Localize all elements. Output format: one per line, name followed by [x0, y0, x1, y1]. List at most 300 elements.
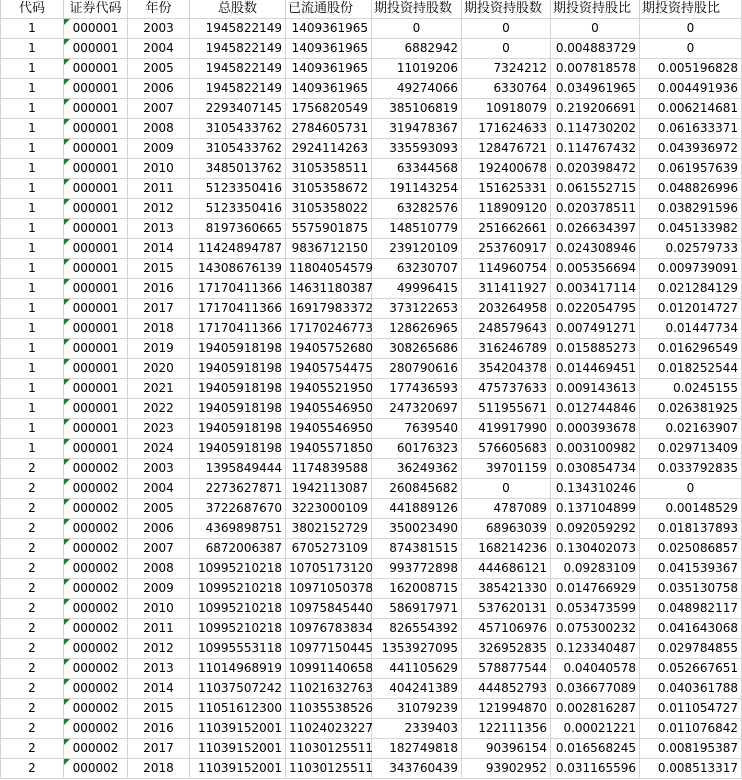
- holding-shares-b-cell[interactable]: 6330764: [462, 79, 551, 99]
- security-code-cell[interactable]: 000001: [64, 339, 128, 359]
- holding-ratio-a-cell[interactable]: 0: [551, 19, 640, 39]
- group-cell[interactable]: 2: [1, 579, 64, 599]
- holding-ratio-b-cell[interactable]: 0.035130758: [640, 579, 742, 599]
- holding-shares-b-cell[interactable]: 168214236: [462, 539, 551, 559]
- holding-shares-a-cell[interactable]: 441105629: [372, 659, 462, 679]
- holding-shares-a-cell[interactable]: 0: [372, 19, 462, 39]
- year-cell[interactable]: 2023: [128, 419, 190, 439]
- float-shares-cell[interactable]: 19405754475: [286, 359, 372, 379]
- year-cell[interactable]: 2015: [128, 699, 190, 719]
- group-cell[interactable]: 2: [1, 699, 64, 719]
- year-cell[interactable]: 2011: [128, 179, 190, 199]
- float-shares-cell[interactable]: 10705173120: [286, 559, 372, 579]
- float-shares-cell[interactable]: 19405571850: [286, 439, 372, 459]
- security-code-cell[interactable]: 000001: [64, 279, 128, 299]
- header-cell[interactable]: 已流通股份: [286, 0, 372, 19]
- group-cell[interactable]: 2: [1, 639, 64, 659]
- group-cell[interactable]: 1: [1, 339, 64, 359]
- float-shares-cell[interactable]: 1942113087: [286, 479, 372, 499]
- float-shares-cell[interactable]: 1409361965: [286, 79, 372, 99]
- year-cell[interactable]: 2016: [128, 719, 190, 739]
- header-cell[interactable]: 期投资持股比: [551, 0, 640, 19]
- holding-shares-a-cell[interactable]: 148510779: [372, 219, 462, 239]
- holding-ratio-a-cell[interactable]: 0.015885273: [551, 339, 640, 359]
- holding-ratio-b-cell[interactable]: 0.02163907: [640, 419, 742, 439]
- security-code-cell[interactable]: 000001: [64, 139, 128, 159]
- security-code-cell[interactable]: 000001: [64, 439, 128, 459]
- group-cell[interactable]: 1: [1, 439, 64, 459]
- holding-ratio-a-cell[interactable]: 0.114767432: [551, 139, 640, 159]
- group-cell[interactable]: 1: [1, 219, 64, 239]
- group-cell[interactable]: 2: [1, 519, 64, 539]
- total-shares-cell[interactable]: 1945822149: [190, 19, 286, 39]
- holding-shares-a-cell[interactable]: 182749818: [372, 739, 462, 759]
- year-cell[interactable]: 2012: [128, 639, 190, 659]
- float-shares-cell[interactable]: 11030125511: [286, 759, 372, 779]
- holding-ratio-b-cell[interactable]: 0.008513317: [640, 759, 742, 779]
- holding-shares-b-cell[interactable]: 203264958: [462, 299, 551, 319]
- year-cell[interactable]: 2006: [128, 519, 190, 539]
- float-shares-cell[interactable]: 11021632763: [286, 679, 372, 699]
- holding-shares-b-cell[interactable]: 511955671: [462, 399, 551, 419]
- holding-ratio-b-cell[interactable]: 0.0245155: [640, 379, 742, 399]
- security-code-cell[interactable]: 000001: [64, 399, 128, 419]
- holding-ratio-b-cell[interactable]: 0.006214681: [640, 99, 742, 119]
- security-code-cell[interactable]: 000002: [64, 699, 128, 719]
- security-code-cell[interactable]: 000002: [64, 479, 128, 499]
- holding-shares-a-cell[interactable]: 260845682: [372, 479, 462, 499]
- total-shares-cell[interactable]: 10995210218: [190, 559, 286, 579]
- total-shares-cell[interactable]: 10995553118: [190, 639, 286, 659]
- holding-ratio-a-cell[interactable]: 0.007818578: [551, 59, 640, 79]
- holding-shares-b-cell[interactable]: 385421330: [462, 579, 551, 599]
- holding-ratio-a-cell[interactable]: 0.061552715: [551, 179, 640, 199]
- year-cell[interactable]: 2008: [128, 559, 190, 579]
- float-shares-cell[interactable]: 1409361965: [286, 59, 372, 79]
- security-code-cell[interactable]: 000002: [64, 459, 128, 479]
- group-cell[interactable]: 1: [1, 19, 64, 39]
- float-shares-cell[interactable]: 2784605731: [286, 119, 372, 139]
- holding-shares-a-cell[interactable]: 1353927095: [372, 639, 462, 659]
- holding-shares-a-cell[interactable]: 63282576: [372, 199, 462, 219]
- holding-shares-b-cell[interactable]: 311411927: [462, 279, 551, 299]
- group-cell[interactable]: 1: [1, 419, 64, 439]
- group-cell[interactable]: 1: [1, 279, 64, 299]
- float-shares-cell[interactable]: 3105358672: [286, 179, 372, 199]
- float-shares-cell[interactable]: 1174839588: [286, 459, 372, 479]
- holding-ratio-b-cell[interactable]: 0.01447734: [640, 319, 742, 339]
- holding-ratio-b-cell[interactable]: 0: [640, 19, 742, 39]
- security-code-cell[interactable]: 000002: [64, 579, 128, 599]
- holding-ratio-a-cell[interactable]: 0.014766929: [551, 579, 640, 599]
- holding-ratio-b-cell[interactable]: 0.038291596: [640, 199, 742, 219]
- holding-shares-a-cell[interactable]: 162008715: [372, 579, 462, 599]
- year-cell[interactable]: 2024: [128, 439, 190, 459]
- year-cell[interactable]: 2020: [128, 359, 190, 379]
- group-cell[interactable]: 2: [1, 719, 64, 739]
- total-shares-cell[interactable]: 11014968919: [190, 659, 286, 679]
- holding-shares-a-cell[interactable]: 31079239: [372, 699, 462, 719]
- year-cell[interactable]: 2008: [128, 119, 190, 139]
- year-cell[interactable]: 2022: [128, 399, 190, 419]
- holding-shares-b-cell[interactable]: 7324212: [462, 59, 551, 79]
- holding-ratio-b-cell[interactable]: 0.061633371: [640, 119, 742, 139]
- group-cell[interactable]: 2: [1, 459, 64, 479]
- year-cell[interactable]: 2017: [128, 739, 190, 759]
- holding-shares-b-cell[interactable]: 576605683: [462, 439, 551, 459]
- total-shares-cell[interactable]: 5123350416: [190, 179, 286, 199]
- security-code-cell[interactable]: 000002: [64, 679, 128, 699]
- security-code-cell[interactable]: 000001: [64, 119, 128, 139]
- holding-ratio-b-cell[interactable]: 0.061957639: [640, 159, 742, 179]
- holding-shares-a-cell[interactable]: 11019206: [372, 59, 462, 79]
- holding-ratio-b-cell[interactable]: 0.041643068: [640, 619, 742, 639]
- holding-shares-b-cell[interactable]: 90396154: [462, 739, 551, 759]
- total-shares-cell[interactable]: 2293407145: [190, 99, 286, 119]
- holding-ratio-a-cell[interactable]: 0.137104899: [551, 499, 640, 519]
- security-code-cell[interactable]: 000001: [64, 19, 128, 39]
- total-shares-cell[interactable]: 19405918198: [190, 439, 286, 459]
- holding-shares-a-cell[interactable]: 128626965: [372, 319, 462, 339]
- group-cell[interactable]: 2: [1, 559, 64, 579]
- holding-shares-a-cell[interactable]: 586917971: [372, 599, 462, 619]
- holding-shares-a-cell[interactable]: 826554392: [372, 619, 462, 639]
- holding-shares-b-cell[interactable]: 121994870: [462, 699, 551, 719]
- security-code-cell[interactable]: 000001: [64, 319, 128, 339]
- holding-ratio-a-cell[interactable]: 0.022054795: [551, 299, 640, 319]
- holding-shares-b-cell[interactable]: 0: [462, 39, 551, 59]
- holding-shares-b-cell[interactable]: 457106976: [462, 619, 551, 639]
- total-shares-cell[interactable]: 19405918198: [190, 379, 286, 399]
- group-cell[interactable]: 1: [1, 139, 64, 159]
- holding-shares-b-cell[interactable]: 118909120: [462, 199, 551, 219]
- total-shares-cell[interactable]: 1945822149: [190, 39, 286, 59]
- header-cell[interactable]: 期投资持股数: [462, 0, 551, 19]
- year-cell[interactable]: 2004: [128, 479, 190, 499]
- total-shares-cell[interactable]: 8197360665: [190, 219, 286, 239]
- group-cell[interactable]: 1: [1, 159, 64, 179]
- year-cell[interactable]: 2005: [128, 59, 190, 79]
- holding-ratio-a-cell[interactable]: 0.053473599: [551, 599, 640, 619]
- year-cell[interactable]: 2013: [128, 219, 190, 239]
- holding-ratio-b-cell[interactable]: 0.033792835: [640, 459, 742, 479]
- holding-shares-a-cell[interactable]: 49996415: [372, 279, 462, 299]
- total-shares-cell[interactable]: 14308676139: [190, 259, 286, 279]
- holding-ratio-b-cell[interactable]: 0.02579733: [640, 239, 742, 259]
- header-cell[interactable]: 年份: [128, 0, 190, 19]
- holding-shares-b-cell[interactable]: 251662661: [462, 219, 551, 239]
- header-cell[interactable]: 总股数: [190, 0, 286, 19]
- holding-shares-b-cell[interactable]: 122111356: [462, 719, 551, 739]
- total-shares-cell[interactable]: 11039152001: [190, 739, 286, 759]
- year-cell[interactable]: 2010: [128, 599, 190, 619]
- total-shares-cell[interactable]: 3105433762: [190, 139, 286, 159]
- float-shares-cell[interactable]: 9836712150: [286, 239, 372, 259]
- holding-ratio-a-cell[interactable]: 0.026634397: [551, 219, 640, 239]
- holding-shares-a-cell[interactable]: 373122653: [372, 299, 462, 319]
- total-shares-cell[interactable]: 10995210218: [190, 579, 286, 599]
- holding-ratio-b-cell[interactable]: 0.029713409: [640, 439, 742, 459]
- holding-ratio-b-cell[interactable]: 0.004491936: [640, 79, 742, 99]
- float-shares-cell[interactable]: 19405752680: [286, 339, 372, 359]
- holding-ratio-a-cell[interactable]: 0.004883729: [551, 39, 640, 59]
- holding-shares-a-cell[interactable]: 49274066: [372, 79, 462, 99]
- holding-ratio-b-cell[interactable]: 0.029784855: [640, 639, 742, 659]
- holding-ratio-a-cell[interactable]: 0.000393678: [551, 419, 640, 439]
- group-cell[interactable]: 1: [1, 359, 64, 379]
- holding-shares-a-cell[interactable]: 247320697: [372, 399, 462, 419]
- float-shares-cell[interactable]: 1409361965: [286, 39, 372, 59]
- total-shares-cell[interactable]: 19405918198: [190, 339, 286, 359]
- group-cell[interactable]: 1: [1, 319, 64, 339]
- holding-ratio-a-cell[interactable]: 0.219206691: [551, 99, 640, 119]
- holding-shares-a-cell[interactable]: 60176323: [372, 439, 462, 459]
- security-code-cell[interactable]: 000001: [64, 159, 128, 179]
- holding-shares-b-cell[interactable]: 475737633: [462, 379, 551, 399]
- year-cell[interactable]: 2016: [128, 279, 190, 299]
- total-shares-cell[interactable]: 1945822149: [190, 79, 286, 99]
- year-cell[interactable]: 2017: [128, 299, 190, 319]
- holding-ratio-a-cell[interactable]: 0.04040578: [551, 659, 640, 679]
- group-cell[interactable]: 1: [1, 179, 64, 199]
- holding-shares-b-cell[interactable]: 444852793: [462, 679, 551, 699]
- group-cell[interactable]: 1: [1, 399, 64, 419]
- security-code-cell[interactable]: 000001: [64, 299, 128, 319]
- security-code-cell[interactable]: 000002: [64, 519, 128, 539]
- holding-ratio-b-cell[interactable]: 0.025086857: [640, 539, 742, 559]
- security-code-cell[interactable]: 000001: [64, 199, 128, 219]
- float-shares-cell[interactable]: 10977150445: [286, 639, 372, 659]
- group-cell[interactable]: 2: [1, 599, 64, 619]
- holding-ratio-b-cell[interactable]: 0.011076842: [640, 719, 742, 739]
- float-shares-cell[interactable]: 14631180387: [286, 279, 372, 299]
- holding-ratio-b-cell[interactable]: 0.012014727: [640, 299, 742, 319]
- header-cell[interactable]: 期投资持股比: [640, 0, 742, 19]
- holding-ratio-b-cell[interactable]: 0.040361788: [640, 679, 742, 699]
- holding-shares-b-cell[interactable]: 316246789: [462, 339, 551, 359]
- holding-ratio-b-cell[interactable]: 0.011054727: [640, 699, 742, 719]
- holding-ratio-a-cell[interactable]: 0.003417114: [551, 279, 640, 299]
- total-shares-cell[interactable]: 19405918198: [190, 419, 286, 439]
- total-shares-cell[interactable]: 5123350416: [190, 199, 286, 219]
- holding-shares-b-cell[interactable]: 248579643: [462, 319, 551, 339]
- holding-ratio-a-cell[interactable]: 0.012744846: [551, 399, 640, 419]
- total-shares-cell[interactable]: 11424894787: [190, 239, 286, 259]
- group-cell[interactable]: 2: [1, 659, 64, 679]
- holding-shares-a-cell[interactable]: 385106819: [372, 99, 462, 119]
- holding-ratio-a-cell[interactable]: 0.020398472: [551, 159, 640, 179]
- holding-ratio-a-cell[interactable]: 0.024308946: [551, 239, 640, 259]
- float-shares-cell[interactable]: 10976783834: [286, 619, 372, 639]
- holding-ratio-a-cell[interactable]: 0.114730202: [551, 119, 640, 139]
- holding-shares-a-cell[interactable]: 993772898: [372, 559, 462, 579]
- group-cell[interactable]: 2: [1, 739, 64, 759]
- holding-shares-b-cell[interactable]: 537620131: [462, 599, 551, 619]
- group-cell[interactable]: 1: [1, 79, 64, 99]
- total-shares-cell[interactable]: 17170411366: [190, 319, 286, 339]
- year-cell[interactable]: 2005: [128, 499, 190, 519]
- holding-ratio-a-cell[interactable]: 0.036677089: [551, 679, 640, 699]
- holding-shares-a-cell[interactable]: 404241389: [372, 679, 462, 699]
- holding-ratio-a-cell[interactable]: 0.020378511: [551, 199, 640, 219]
- float-shares-cell[interactable]: 16917983372: [286, 299, 372, 319]
- holding-ratio-a-cell[interactable]: 0.002816287: [551, 699, 640, 719]
- year-cell[interactable]: 2003: [128, 19, 190, 39]
- holding-shares-b-cell[interactable]: 128476721: [462, 139, 551, 159]
- total-shares-cell[interactable]: 1945822149: [190, 59, 286, 79]
- group-cell[interactable]: 2: [1, 499, 64, 519]
- holding-shares-b-cell[interactable]: 171624633: [462, 119, 551, 139]
- holding-ratio-a-cell[interactable]: 0.007491271: [551, 319, 640, 339]
- holding-ratio-a-cell[interactable]: 0.031165596: [551, 759, 640, 779]
- total-shares-cell[interactable]: 3485013762: [190, 159, 286, 179]
- float-shares-cell[interactable]: 2924114263: [286, 139, 372, 159]
- group-cell[interactable]: 1: [1, 259, 64, 279]
- total-shares-cell[interactable]: 10995210218: [190, 599, 286, 619]
- group-cell[interactable]: 1: [1, 239, 64, 259]
- total-shares-cell[interactable]: 11039152001: [190, 719, 286, 739]
- security-code-cell[interactable]: 000002: [64, 719, 128, 739]
- holding-ratio-a-cell[interactable]: 0.016568245: [551, 739, 640, 759]
- holding-ratio-b-cell[interactable]: 0: [640, 479, 742, 499]
- total-shares-cell[interactable]: 11037507242: [190, 679, 286, 699]
- holding-ratio-a-cell[interactable]: 0.009143613: [551, 379, 640, 399]
- holding-ratio-b-cell[interactable]: 0.005196828: [640, 59, 742, 79]
- year-cell[interactable]: 2003: [128, 459, 190, 479]
- year-cell[interactable]: 2009: [128, 139, 190, 159]
- float-shares-cell[interactable]: 11030125511: [286, 739, 372, 759]
- float-shares-cell[interactable]: 1409361965: [286, 19, 372, 39]
- year-cell[interactable]: 2006: [128, 79, 190, 99]
- holding-shares-b-cell[interactable]: 192400678: [462, 159, 551, 179]
- header-cell[interactable]: 期投资持股数: [372, 0, 462, 19]
- holding-ratio-b-cell[interactable]: 0.008195387: [640, 739, 742, 759]
- total-shares-cell[interactable]: 19405918198: [190, 399, 286, 419]
- security-code-cell[interactable]: 000002: [64, 759, 128, 779]
- security-code-cell[interactable]: 000001: [64, 259, 128, 279]
- holding-shares-b-cell[interactable]: 10918079: [462, 99, 551, 119]
- security-code-cell[interactable]: 000001: [64, 79, 128, 99]
- security-code-cell[interactable]: 000001: [64, 39, 128, 59]
- group-cell[interactable]: 2: [1, 539, 64, 559]
- holding-ratio-a-cell[interactable]: 0.134310246: [551, 479, 640, 499]
- total-shares-cell[interactable]: 10995210218: [190, 619, 286, 639]
- year-cell[interactable]: 2019: [128, 339, 190, 359]
- group-cell[interactable]: 2: [1, 619, 64, 639]
- year-cell[interactable]: 2009: [128, 579, 190, 599]
- group-cell[interactable]: 1: [1, 379, 64, 399]
- security-code-cell[interactable]: 000002: [64, 739, 128, 759]
- holding-shares-a-cell[interactable]: 7639540: [372, 419, 462, 439]
- total-shares-cell[interactable]: 11051612300: [190, 699, 286, 719]
- holding-ratio-b-cell[interactable]: 0.045133982: [640, 219, 742, 239]
- float-shares-cell[interactable]: 3223000109: [286, 499, 372, 519]
- holding-ratio-b-cell[interactable]: 0.043936972: [640, 139, 742, 159]
- holding-shares-b-cell[interactable]: 39701159: [462, 459, 551, 479]
- holding-shares-a-cell[interactable]: 63344568: [372, 159, 462, 179]
- year-cell[interactable]: 2010: [128, 159, 190, 179]
- float-shares-cell[interactable]: 3105358511: [286, 159, 372, 179]
- group-cell[interactable]: 1: [1, 39, 64, 59]
- holding-ratio-a-cell[interactable]: 0.003100982: [551, 439, 640, 459]
- year-cell[interactable]: 2004: [128, 39, 190, 59]
- holding-ratio-b-cell[interactable]: 0.009739091: [640, 259, 742, 279]
- holding-ratio-b-cell[interactable]: 0.048982117: [640, 599, 742, 619]
- holding-ratio-a-cell[interactable]: 0.092059292: [551, 519, 640, 539]
- holding-ratio-b-cell[interactable]: 0.018252544: [640, 359, 742, 379]
- holding-shares-b-cell[interactable]: 114960754: [462, 259, 551, 279]
- year-cell[interactable]: 2012: [128, 199, 190, 219]
- group-cell[interactable]: 1: [1, 199, 64, 219]
- float-shares-cell[interactable]: 11804054579: [286, 259, 372, 279]
- float-shares-cell[interactable]: 11024023227: [286, 719, 372, 739]
- holding-ratio-a-cell[interactable]: 0.030854734: [551, 459, 640, 479]
- header-cell[interactable]: 代码: [1, 0, 64, 19]
- year-cell[interactable]: 2011: [128, 619, 190, 639]
- holding-ratio-b-cell[interactable]: 0.052667651: [640, 659, 742, 679]
- holding-ratio-b-cell[interactable]: 0: [640, 39, 742, 59]
- year-cell[interactable]: 2014: [128, 239, 190, 259]
- holding-shares-a-cell[interactable]: 874381515: [372, 539, 462, 559]
- security-code-cell[interactable]: 000001: [64, 179, 128, 199]
- total-shares-cell[interactable]: 3105433762: [190, 119, 286, 139]
- holding-shares-a-cell[interactable]: 308265686: [372, 339, 462, 359]
- float-shares-cell[interactable]: 19405546950: [286, 399, 372, 419]
- holding-shares-a-cell[interactable]: 36249362: [372, 459, 462, 479]
- float-shares-cell[interactable]: 3802152729: [286, 519, 372, 539]
- holding-ratio-a-cell[interactable]: 0.014469451: [551, 359, 640, 379]
- holding-ratio-a-cell[interactable]: 0.005356694: [551, 259, 640, 279]
- total-shares-cell[interactable]: 11039152001: [190, 759, 286, 779]
- float-shares-cell[interactable]: 10991140658: [286, 659, 372, 679]
- total-shares-cell[interactable]: 3722687670: [190, 499, 286, 519]
- float-shares-cell[interactable]: 17170246773: [286, 319, 372, 339]
- holding-shares-a-cell[interactable]: 441889126: [372, 499, 462, 519]
- group-cell[interactable]: 2: [1, 679, 64, 699]
- float-shares-cell[interactable]: 3105358022: [286, 199, 372, 219]
- float-shares-cell[interactable]: 10975845440: [286, 599, 372, 619]
- float-shares-cell[interactable]: 6705273109: [286, 539, 372, 559]
- float-shares-cell[interactable]: 5575901875: [286, 219, 372, 239]
- float-shares-cell[interactable]: 1756820549: [286, 99, 372, 119]
- year-cell[interactable]: 2007: [128, 99, 190, 119]
- holding-ratio-a-cell[interactable]: 0.075300232: [551, 619, 640, 639]
- year-cell[interactable]: 2014: [128, 679, 190, 699]
- holding-ratio-a-cell[interactable]: 0.09283109: [551, 559, 640, 579]
- holding-ratio-b-cell[interactable]: 0.026381925: [640, 399, 742, 419]
- group-cell[interactable]: 1: [1, 119, 64, 139]
- holding-ratio-a-cell[interactable]: 0.034961965: [551, 79, 640, 99]
- holding-ratio-b-cell[interactable]: 0.016296549: [640, 339, 742, 359]
- holding-ratio-b-cell[interactable]: 0.041539367: [640, 559, 742, 579]
- security-code-cell[interactable]: 000002: [64, 559, 128, 579]
- total-shares-cell[interactable]: 4369898751: [190, 519, 286, 539]
- year-cell[interactable]: 2018: [128, 319, 190, 339]
- year-cell[interactable]: 2015: [128, 259, 190, 279]
- total-shares-cell[interactable]: 19405918198: [190, 359, 286, 379]
- total-shares-cell[interactable]: 1395849444: [190, 459, 286, 479]
- security-code-cell[interactable]: 000002: [64, 659, 128, 679]
- holding-shares-b-cell[interactable]: 151625331: [462, 179, 551, 199]
- year-cell[interactable]: 2018: [128, 759, 190, 779]
- security-code-cell[interactable]: 000002: [64, 539, 128, 559]
- float-shares-cell[interactable]: 11035538526: [286, 699, 372, 719]
- total-shares-cell[interactable]: 2273627871: [190, 479, 286, 499]
- holding-shares-a-cell[interactable]: 239120109: [372, 239, 462, 259]
- group-cell[interactable]: 2: [1, 479, 64, 499]
- float-shares-cell[interactable]: 10971050378: [286, 579, 372, 599]
- holding-shares-a-cell[interactable]: 177436593: [372, 379, 462, 399]
